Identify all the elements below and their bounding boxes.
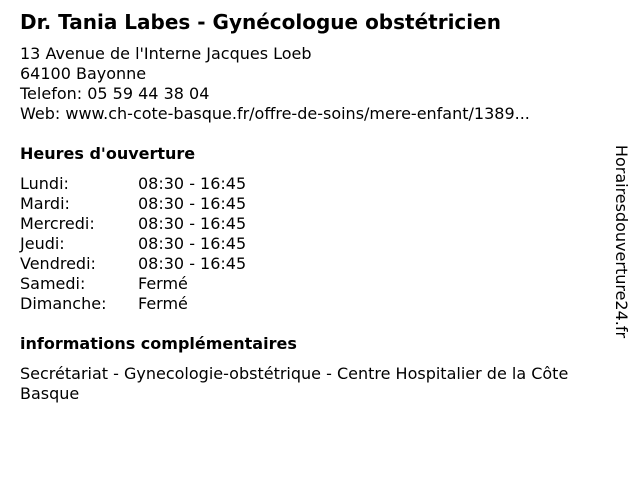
day-label: Jeudi: [20, 234, 65, 253]
day-label: Samedi: [20, 274, 86, 293]
day-label: Dimanche: [20, 294, 107, 313]
hours-row-saturday [20, 274, 246, 294]
day-label: Vendredi: [20, 254, 96, 273]
hours-list [20, 174, 246, 314]
address-city: 64100 Bayonne [20, 64, 147, 83]
day-label: Lundi: [20, 174, 69, 193]
hours-value: 08:30 - 16:45 [138, 214, 247, 233]
hours-value: 08:30 - 16:45 [138, 254, 247, 273]
phone-number[interactable]: Telefon: 05 59 44 38 04 [20, 84, 210, 103]
hours-value: 08:30 - 16:45 [138, 194, 247, 213]
hours-row-monday [20, 174, 246, 194]
info-text: Secrétariat - Gynecologie-obstétrique - Centre Hospitalier de la Côte Basque [20, 364, 569, 403]
address-street: 13 Avenue de l'Interne Jacques Loeb [20, 44, 312, 63]
day-label: Mercredi: [20, 214, 95, 233]
info-heading: informations complémentaires [20, 334, 297, 353]
day-label: Mardi: [20, 194, 70, 213]
address-block [20, 44, 530, 124]
website-link[interactable]: Web: www.ch-cote-basque.fr/offre-de-soins/mere-enfant/1389... [20, 104, 530, 123]
watermark-vertical [612, 136, 632, 346]
page-title: Dr. Tania Labes - Gynécologue obstétricien [20, 10, 501, 34]
hours-row-sunday [20, 294, 246, 314]
hours-value: Fermé [138, 294, 188, 313]
hours-row-wednesday [20, 214, 246, 234]
hours-row-tuesday [20, 194, 246, 214]
hours-value: 08:30 - 16:45 [138, 234, 247, 253]
watermark-text: Horairesdouverture24.fr [612, 144, 632, 338]
hours-value: Fermé [138, 274, 188, 293]
hours-row-friday [20, 254, 246, 274]
hours-row-thursday [20, 234, 246, 254]
hours-value: 08:30 - 16:45 [138, 174, 247, 193]
hours-heading: Heures d'ouverture [20, 144, 196, 163]
